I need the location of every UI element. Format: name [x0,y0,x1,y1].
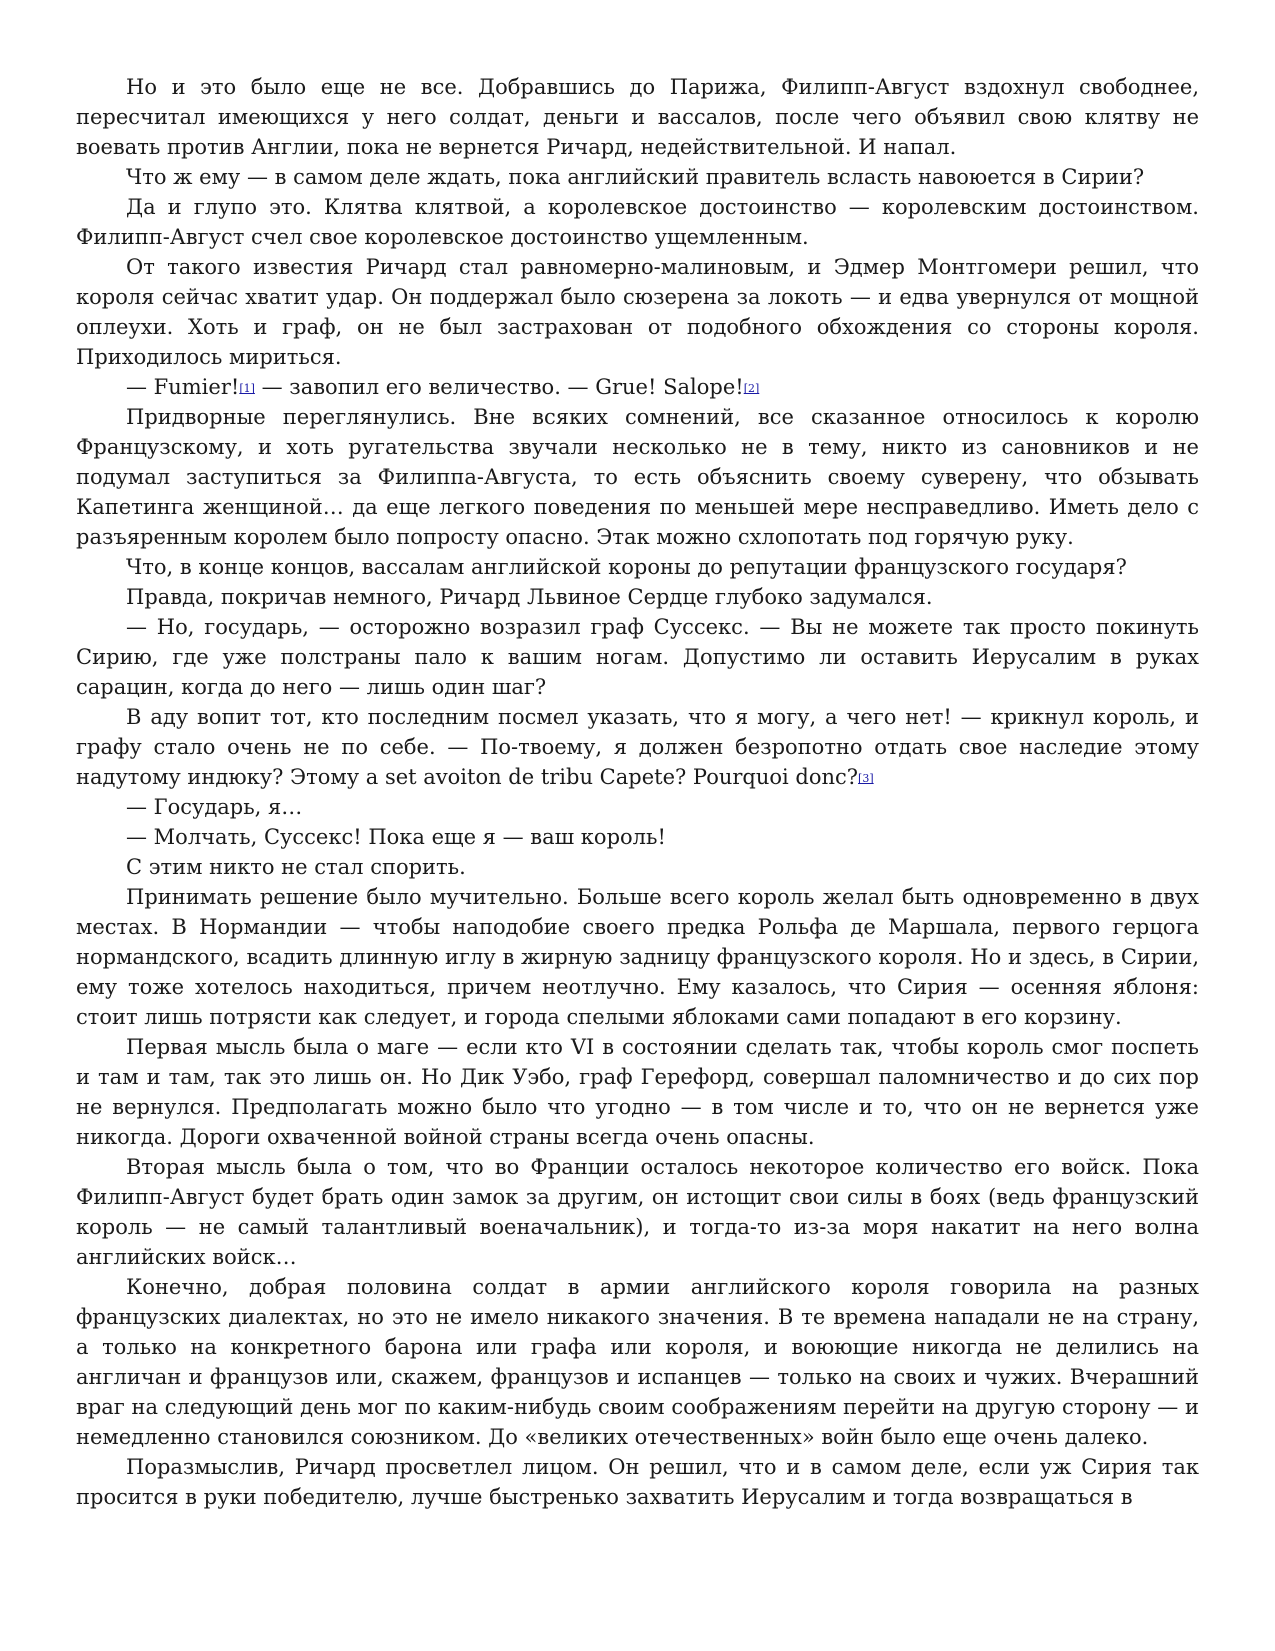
paragraph: — Молчать, Суссекс! Пока еще я — ваш король! [126,825,666,849]
paragraph-text: — Fumier! [126,375,240,399]
paragraph: Правда, покричав немного, Ричард Львиное Сердце глубоко задумался. [126,585,933,609]
footnote-link-1[interactable]: [1] [239,382,255,395]
paragraph-text: — завопил его величество. — Grue! Salope! [254,375,744,399]
footnote-link-2[interactable]: [2] [743,382,760,395]
paragraph: Конечно, добрая половина солдат в армии английского короля говорила на разных французских диалектах, но это не имело никакого значения. В те времена нападали не на страну, а только на конкретного барона или графа или короля, и воюющие никогда не делились на англичан и французов или, скажем, французов и испанцев — только на своих и чужих. Вчерашний враг на следующий день мог по каким-нибудь своим соображениям перейти на другую сторону — и немедленно становился союзником. До «великих отечественных» войн было еще очень далеко. [76,1275,1199,1449]
document-page [76,72,1199,1512]
paragraph [76,702,1199,792]
paragraph: — Но, государь, — осторожно возразил граф Суссекс. — Вы не можете так просто покинуть Сирию, где уже полстраны пало к вашим ногам. Допустимо ли оставить Иерусалим в руках сарацин, когда до него — лишь один шаг? [76,615,1199,699]
paragraph: Первая мысль была о маге — если кто VI в состоянии сделать так, чтобы король смог поспеть и там и там, так это лишь он. Но Дик Уэбо, граф Герефорд, совершал паломничество и до сих пор не вернулся. Предполагать можно было что угодно — в том числе и то, что он не вернется уже никогда. Дороги охваченной войной страны всегда очень опасны. [76,1035,1199,1149]
paragraph: Поразмыслив, Ричард просветлел лицом. Он решил, что и в самом деле, если уж Сирия так просится в руки победителю, лучше быстренько захватить Иерусалим и тогда возвращаться в [76,1455,1199,1509]
paragraph: Что ж ему — в самом деле ждать, пока английский правитель всласть навоюется в Сирии? [126,165,1145,189]
paragraph: Да и глупо это. Клятва клятвой, а королевское достоинство — королевским достоинством. Филипп-Август счел свое королевское достоинство ущемленным. [76,195,1199,249]
paragraph: Что, в конце концов, вассалам английской короны до репутации французского государя? [126,555,1127,579]
paragraph: Придворные переглянулись. Вне всяких сомнений, все сказанное относилось к королю Французскому, и хоть ругательства звучали несколько не в тему, никто из сановников и не подумал заступиться за Филиппа-Августа, то есть объяснить своему суверену, что обзывать Капетинга женщиной… да еще легкого поведения по меньшей мере несправедливо. Иметь дело с разъяренным королем было попросту опасно. Этак можно схлопотать под горячую руку. [76,405,1199,549]
paragraph: — Государь, я… [126,795,303,819]
paragraph: Принимать решение было мучительно. Больше всего король желал быть одновременно в двух местах. В Нормандии — чтобы наподобие своего предка Рольфа де Маршала, первого герцога нормандского, всадить длинную иглу в жирную задницу французского короля. Но и здесь, в Сирии, ему тоже хотелось находиться, причем неотлучно. Ему казалось, что Сирия — осенняя яблоня: стоит лишь потрясти как следует, и города спелыми яблоками сами попадают в его корзину. [76,885,1199,1029]
paragraph [76,372,1199,402]
footnote-link-3[interactable]: [3] [858,772,874,785]
paragraph: Вторая мысль была о том, что во Франции осталось некоторое количество его войск. Пока Филипп-Август будет брать один замок за другим, он истощит свои силы в боях (ведь французский король — не самый талантливый военачальник), и тогда-то из-за моря накатит на него волна английских войск… [76,1155,1199,1269]
paragraph: С этим никто не стал спорить. [126,855,466,879]
paragraph: Но и это было еще не все. Добравшись до Парижа, Филипп-Август вздохнул свободнее, пересчитал имеющихся у него солдат, деньги и вассалов, после чего объявил свою клятву не воевать против Англии, пока не вернется Ричард, недействительной. И напал. [76,75,1199,159]
paragraph: От такого известия Ричард стал равномерно-малиновым, и Эдмер Монтгомери решил, что короля сейчас хватит удар. Он поддержал было сюзерена за локоть — и едва увернулся от мощной оплеухи. Хоть и граф, он не был застрахован от подобного обхождения со стороны короля. Приходилось мириться. [76,255,1199,369]
paragraph-text: В аду вопит тот, кто последним посмел указать, что я могу, а чего нет! — крикнул король, и графу стало очень не по себе. — По-твоему, я должен безропотно отдать свое наследие этому надутому индюку? Этому a set avoiton de tribu Capete? Pourquoi donc? [76,705,1199,789]
